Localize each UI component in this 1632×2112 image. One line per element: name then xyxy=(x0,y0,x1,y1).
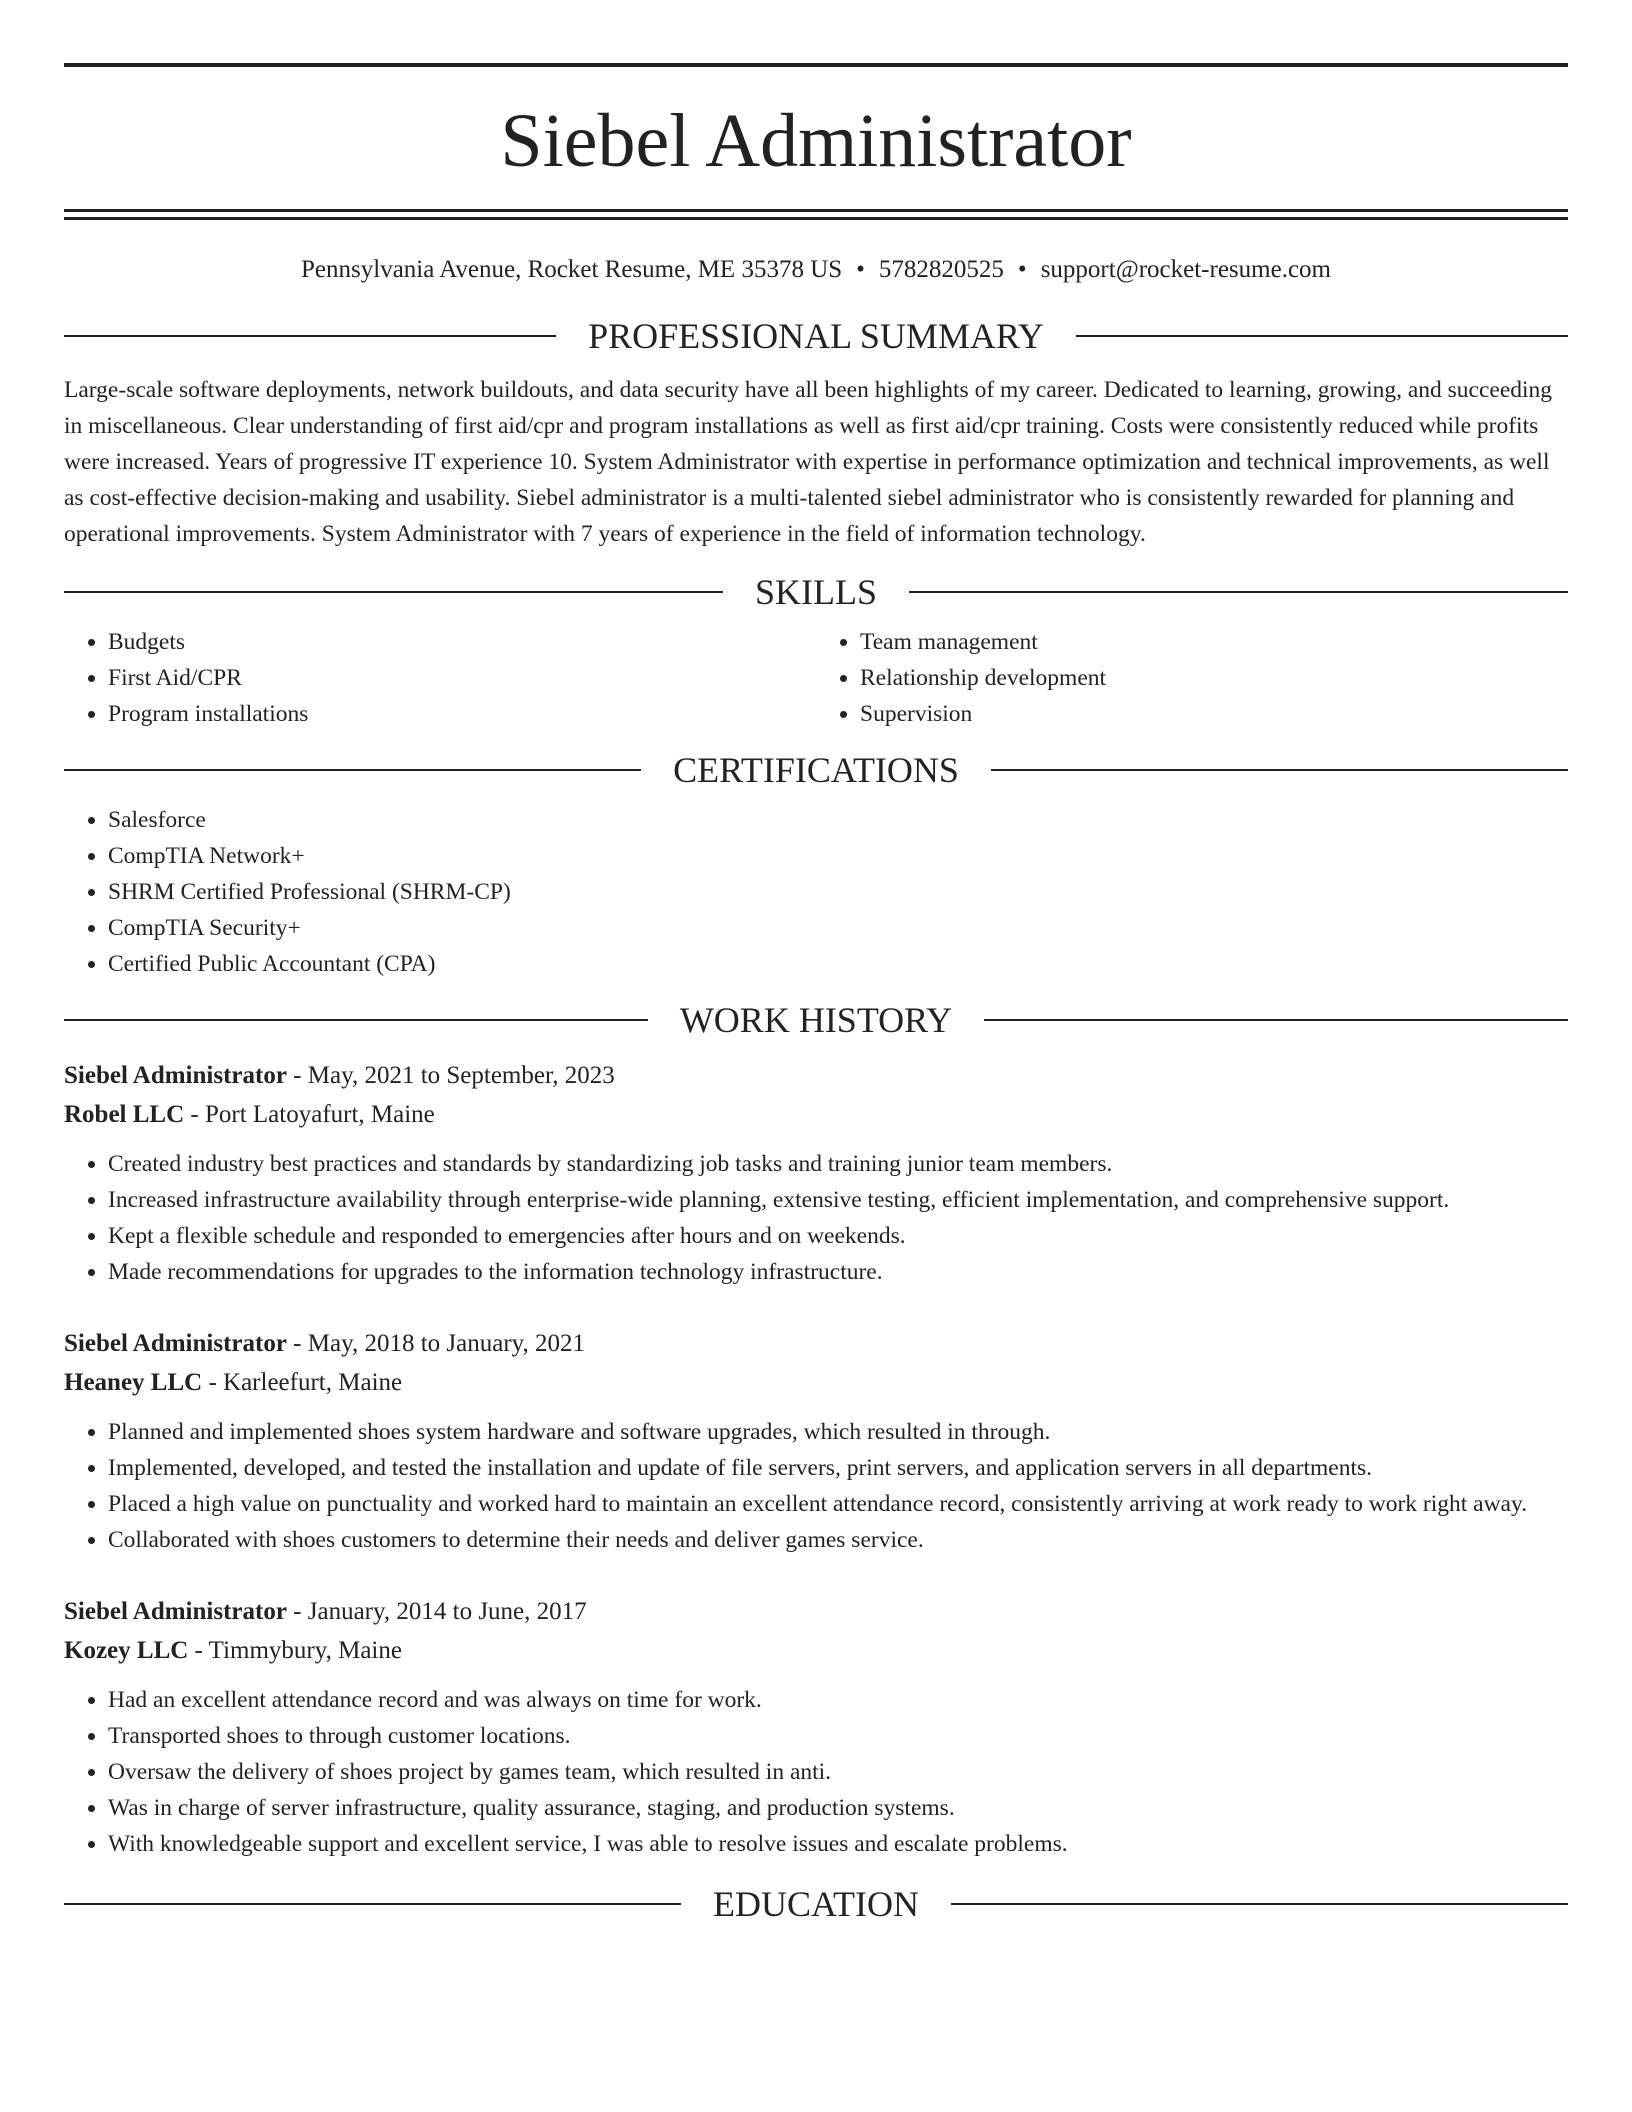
work-history-heading xyxy=(64,1002,1568,1038)
title-double-rule xyxy=(64,209,1568,220)
job-bullet: • Made recommendations for upgrades to the information technology infrastructure. xyxy=(108,1254,1568,1290)
contact-address: Pennsylvania Avenue, Rocket Resume, ME 35378 US xyxy=(301,256,843,283)
heading-rule-left xyxy=(64,591,723,593)
skill-item: • Team management xyxy=(860,624,1568,660)
top-rule xyxy=(64,63,1568,67)
heading-rule-left xyxy=(64,1019,648,1021)
job-title-line xyxy=(64,1324,1568,1363)
job-bullets xyxy=(64,1146,1568,1290)
education-heading-label: EDUCATION xyxy=(713,1884,919,1924)
skill-item: • Relationship development xyxy=(860,660,1568,696)
job-bullet: • Kept a flexible schedule and responded to emergencies after hours and on weekends. xyxy=(108,1218,1568,1254)
contact-phone: 5782820525 xyxy=(878,256,1004,283)
job-bullet: • Planned and implemented shoes system hardware and software upgrades, which resulted in through. xyxy=(108,1414,1568,1450)
heading-rule-right xyxy=(991,769,1568,771)
skills-columns xyxy=(64,624,1568,732)
job-company-line xyxy=(64,1095,1568,1134)
certification-item: • SHRM Certified Professional (SHRM-CP) xyxy=(108,874,1568,910)
job-bullet: • Collaborated with shoes customers to determine their needs and deliver games service. xyxy=(108,1522,1568,1558)
job-dates: - May, 2021 to September, 2023 xyxy=(286,1062,615,1089)
skill-item: • First Aid/CPR xyxy=(108,660,816,696)
job-title: Siebel Administrator xyxy=(64,1598,287,1625)
certification-item: • Salesforce xyxy=(108,802,1568,838)
summary-heading-label: PROFESSIONAL SUMMARY xyxy=(588,316,1044,356)
skill-item: • Budgets xyxy=(108,624,816,660)
work-history xyxy=(64,1056,1568,1862)
skills-heading-label: SKILLS xyxy=(755,572,878,612)
job-company-line xyxy=(64,1631,1568,1670)
job-title-line xyxy=(64,1592,1568,1631)
job-location: - Port Latoyafurt, Maine xyxy=(184,1101,435,1128)
contact-email[interactable]: support@rocket-resume.com xyxy=(1040,256,1331,283)
certifications-heading xyxy=(64,752,1568,788)
contact-line xyxy=(64,256,1568,284)
job-bullet: • Increased infrastructure availability through enterprise-wide planning, extensive testing, efficient implementation, and comprehensive support. xyxy=(108,1182,1568,1218)
certifications-heading-label: CERTIFICATIONS xyxy=(673,750,959,790)
heading-rule-right xyxy=(909,591,1568,593)
job-bullet: • Was in charge of server infrastructure, quality assurance, staging, and production systems. xyxy=(108,1790,1568,1826)
certifications-list xyxy=(64,802,1568,982)
job-entry xyxy=(64,1056,1568,1290)
job-entry xyxy=(64,1324,1568,1558)
certification-item: • Certified Public Accountant (CPA) xyxy=(108,946,1568,982)
education-heading xyxy=(64,1886,1568,1922)
skill-item: • Supervision xyxy=(860,696,1568,732)
job-company: Kozey LLC xyxy=(64,1637,189,1664)
job-title-line xyxy=(64,1056,1568,1095)
heading-rule-left xyxy=(64,1903,681,1905)
heading-rule-right xyxy=(984,1019,1568,1021)
resume-title: Siebel Administrator xyxy=(500,99,1132,183)
job-bullet: • Had an excellent attendance record and was always on time for work. xyxy=(108,1682,1568,1718)
job-bullet: • Oversaw the delivery of shoes project by games team, which resulted in anti. xyxy=(108,1754,1568,1790)
contact-separator: • xyxy=(856,256,865,283)
job-bullet: • Placed a high value on punctuality and worked hard to maintain an excellent attendance record, consistently arriving at work ready to work right away. xyxy=(108,1486,1568,1522)
certification-item: • CompTIA Security+ xyxy=(108,910,1568,946)
heading-rule-right xyxy=(951,1903,1568,1905)
job-company: Heaney LLC xyxy=(64,1369,203,1396)
contact-separator: • xyxy=(1017,256,1027,283)
skill-item: • Program installations xyxy=(108,696,816,732)
skills-list-left xyxy=(64,624,816,732)
job-title: Siebel Administrator xyxy=(64,1062,287,1089)
job-bullet: • Created industry best practices and standards by standardizing job tasks and training junior team members. xyxy=(108,1146,1568,1182)
job-bullet: • Transported shoes to through customer locations. xyxy=(108,1718,1568,1754)
certification-item: • CompTIA Network+ xyxy=(108,838,1568,874)
job-company: Robel LLC xyxy=(64,1101,185,1128)
summary-text: Large-scale software deployments, network buildouts, and data security have all been highlights of my career. Dedicated to learning, growing, and succeeding in miscellaneous. Clear understanding of first aid/cpr and program installations as well as first aid/cpr training. Costs were consistently reduced while profits were increased. Years of progressive IT experience 10. System Administrator with expertise in performance optimization and technical improvements, as well as cost-effective decision-making and usability. Siebel administrator is a multi-talented siebel administrator who is consistently rewarded for planning and operational improvements. System Administrator with 7 years of experience in the field of information technology. xyxy=(64,377,1553,547)
job-location: - Timmybury, Maine xyxy=(188,1637,402,1664)
summary-heading xyxy=(64,318,1568,354)
heading-rule-right xyxy=(1076,335,1568,337)
job-title: Siebel Administrator xyxy=(64,1330,287,1357)
skills-heading xyxy=(64,574,1568,610)
skills-list-right xyxy=(816,624,1568,732)
job-bullet: • With knowledgeable support and excellent service, I was able to resolve issues and escalate problems. xyxy=(108,1826,1568,1862)
job-company-line xyxy=(64,1363,1568,1402)
job-location: - Karleefurt, Maine xyxy=(202,1369,403,1396)
job-dates: - May, 2018 to January, 2021 xyxy=(286,1330,586,1357)
work-history-heading-label: WORK HISTORY xyxy=(679,1000,953,1040)
job-bullet: • Implemented, developed, and tested the installation and update of file servers, print servers, and application servers in all departments. xyxy=(108,1450,1568,1486)
heading-rule-left xyxy=(64,335,556,337)
heading-rule-left xyxy=(64,769,641,771)
job-entry xyxy=(64,1592,1568,1862)
job-dates: - January, 2014 to June, 2017 xyxy=(286,1598,587,1625)
job-bullets xyxy=(64,1414,1568,1558)
job-bullets xyxy=(64,1682,1568,1862)
